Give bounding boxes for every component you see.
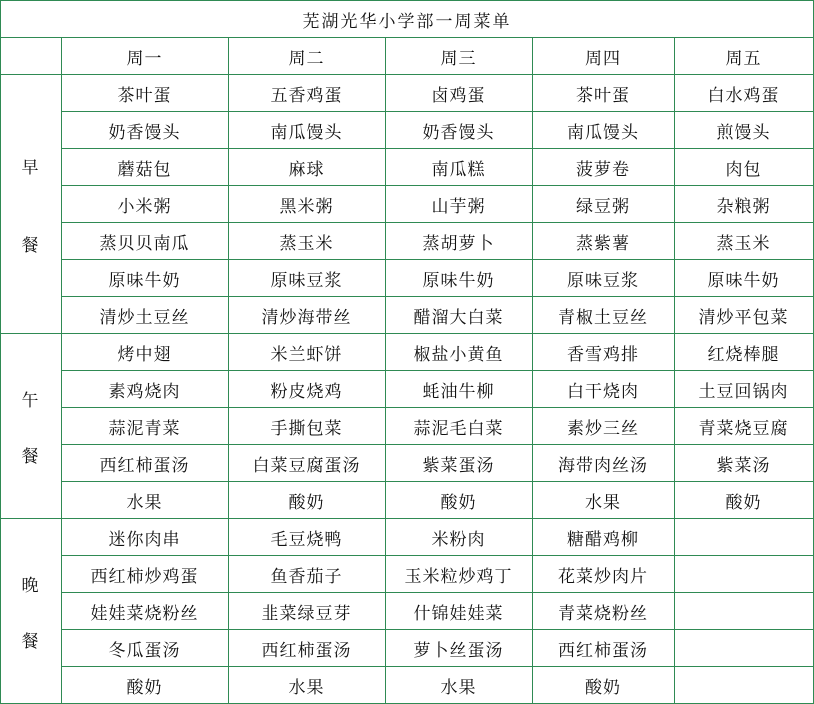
dish-cell: 紫菜汤 xyxy=(716,456,771,476)
meal-label-char: 餐 xyxy=(21,631,40,652)
day-header: 周一 xyxy=(126,49,163,69)
dish-cell: 酸奶 xyxy=(288,493,325,513)
dish-cell: 玉米粒炒鸡丁 xyxy=(404,567,513,587)
dish-cell: 奶香馒头 xyxy=(108,123,181,143)
dish-cell: 蘑菇包 xyxy=(117,160,172,180)
dish-cell: 蒜泥毛白菜 xyxy=(413,419,504,439)
dish-cell xyxy=(674,593,813,630)
dish-cell: 烤中翅 xyxy=(117,345,172,365)
dish-cell: 蒸贝贝南瓜 xyxy=(99,234,190,254)
dish-cell: 麻球 xyxy=(288,160,325,180)
dish-cell: 杂粮粥 xyxy=(716,197,771,217)
dish-cell: 蒸玉米 xyxy=(279,234,334,254)
dish-cell: 酸奶 xyxy=(440,493,477,513)
day-header: 周四 xyxy=(585,49,621,69)
dish-cell: 南瓜馒头 xyxy=(270,123,343,143)
dish-cell: 水果 xyxy=(126,493,163,513)
dish-cell: 蒜泥青菜 xyxy=(108,419,181,439)
meal-label xyxy=(0,334,61,519)
dish-cell: 原味牛奶 xyxy=(422,271,495,291)
dish-cell: 素炒三丝 xyxy=(567,419,639,439)
day-header: 周五 xyxy=(725,49,762,69)
dish-cell: 冬瓜蛋汤 xyxy=(108,641,181,661)
dish-cell: 南瓜糕 xyxy=(431,160,486,180)
dish-cell: 茶叶蛋 xyxy=(117,86,172,106)
meal-label-char: 晚 xyxy=(21,576,40,597)
menu-title: 芜湖光华小学部一周菜单 xyxy=(302,11,512,32)
dish-cell: 西红柿蛋汤 xyxy=(261,641,352,661)
dish-cell: 绿豆粥 xyxy=(576,197,630,217)
dish-cell xyxy=(674,519,813,556)
dish-cell: 韭菜绿豆芽 xyxy=(261,604,352,624)
dish-cell: 椒盐小黄鱼 xyxy=(413,345,504,365)
dish-cell: 糖醋鸡柳 xyxy=(567,530,639,550)
dish-cell: 原味豆浆 xyxy=(270,271,343,291)
dish-cell: 水果 xyxy=(440,678,477,698)
meal-label-char: 餐 xyxy=(21,235,40,256)
meal-label-char: 早 xyxy=(21,158,40,179)
dish-cell: 清炒海带丝 xyxy=(261,308,352,328)
dish-cell: 西红柿蛋汤 xyxy=(99,456,190,476)
dish-cell: 酸奶 xyxy=(585,678,621,698)
grid-line xyxy=(0,37,814,38)
dish-cell: 白菜豆腐蛋汤 xyxy=(252,456,361,476)
dish-cell: 花菜炒肉片 xyxy=(558,567,648,587)
dish-cell: 原味牛奶 xyxy=(707,271,780,291)
dish-cell: 南瓜馒头 xyxy=(567,123,639,143)
dish-cell: 西红柿蛋汤 xyxy=(558,641,648,661)
dish-cell: 青菜烧豆腐 xyxy=(698,419,789,439)
meal-label xyxy=(0,519,61,704)
dish-cell: 五香鸡蛋 xyxy=(270,86,343,106)
dish-cell: 手撕包菜 xyxy=(270,419,343,439)
dish-cell: 清炒土豆丝 xyxy=(99,308,190,328)
grid-line xyxy=(0,0,1,704)
dish-cell: 酸奶 xyxy=(725,493,762,513)
dish-cell: 土豆回锅肉 xyxy=(698,382,789,402)
dish-cell: 原味豆浆 xyxy=(567,271,639,291)
dish-cell: 紫菜蛋汤 xyxy=(422,456,495,476)
dish-cell: 红烧棒腿 xyxy=(707,345,780,365)
dish-cell: 西红柿炒鸡蛋 xyxy=(90,567,199,587)
dish-cell: 小米粥 xyxy=(117,197,172,217)
dish-cell: 水果 xyxy=(288,678,325,698)
meal-label-char: 餐 xyxy=(21,446,40,467)
dish-cell: 蒸胡萝卜 xyxy=(422,234,495,254)
dish-cell: 蚝油牛柳 xyxy=(422,382,495,402)
dish-cell: 白干烧肉 xyxy=(567,382,639,402)
dish-cell: 醋溜大白菜 xyxy=(413,308,504,328)
dish-cell: 黑米粥 xyxy=(279,197,334,217)
dish-cell: 白水鸡蛋 xyxy=(707,86,780,106)
dish-cell: 山芋粥 xyxy=(431,197,486,217)
dish-cell: 奶香馒头 xyxy=(422,123,495,143)
grid-line xyxy=(674,38,675,704)
dish-cell: 蒸玉米 xyxy=(716,234,771,254)
dish-cell: 水果 xyxy=(585,493,621,513)
dish-cell: 毛豆烧鸭 xyxy=(270,530,343,550)
dish-cell xyxy=(674,667,813,704)
dish-cell: 茶叶蛋 xyxy=(576,86,630,106)
meal-label xyxy=(0,75,61,334)
dish-cell: 酸奶 xyxy=(126,678,163,698)
dish-cell: 青椒土豆丝 xyxy=(558,308,648,328)
grid-line xyxy=(61,38,62,704)
dish-cell: 煎馒头 xyxy=(716,123,771,143)
dish-cell: 蒸紫薯 xyxy=(576,234,630,254)
dish-cell: 素鸡烧肉 xyxy=(108,382,181,402)
day-header: 周二 xyxy=(288,49,325,69)
dish-cell: 海带肉丝汤 xyxy=(558,456,648,476)
day-header: 周三 xyxy=(440,49,477,69)
dish-cell: 香雪鸡排 xyxy=(567,345,639,365)
grid-line xyxy=(385,38,386,704)
dish-cell: 粉皮烧鸡 xyxy=(270,382,343,402)
dish-cell: 肉包 xyxy=(725,160,762,180)
dish-cell xyxy=(674,630,813,667)
meal-label-char: 午 xyxy=(21,391,40,412)
dish-cell: 迷你肉串 xyxy=(108,530,181,550)
dish-cell: 菠萝卷 xyxy=(576,160,630,180)
dish-cell: 什锦娃娃菜 xyxy=(413,604,504,624)
dish-cell: 清炒平包菜 xyxy=(698,308,789,328)
dish-cell: 米粉肉 xyxy=(431,530,486,550)
grid-line xyxy=(0,0,814,1)
dish-cell: 娃娃菜烧粉丝 xyxy=(90,604,199,624)
dish-cell: 萝卜丝蛋汤 xyxy=(413,641,504,661)
grid-line xyxy=(532,38,533,704)
dish-cell: 鱼香茄子 xyxy=(270,567,343,587)
dish-cell xyxy=(674,556,813,593)
dish-cell: 米兰虾饼 xyxy=(270,345,343,365)
dish-cell: 青菜烧粉丝 xyxy=(558,604,648,624)
dish-cell: 原味牛奶 xyxy=(108,271,181,291)
dish-cell: 卤鸡蛋 xyxy=(431,86,486,106)
grid-line xyxy=(228,38,229,704)
